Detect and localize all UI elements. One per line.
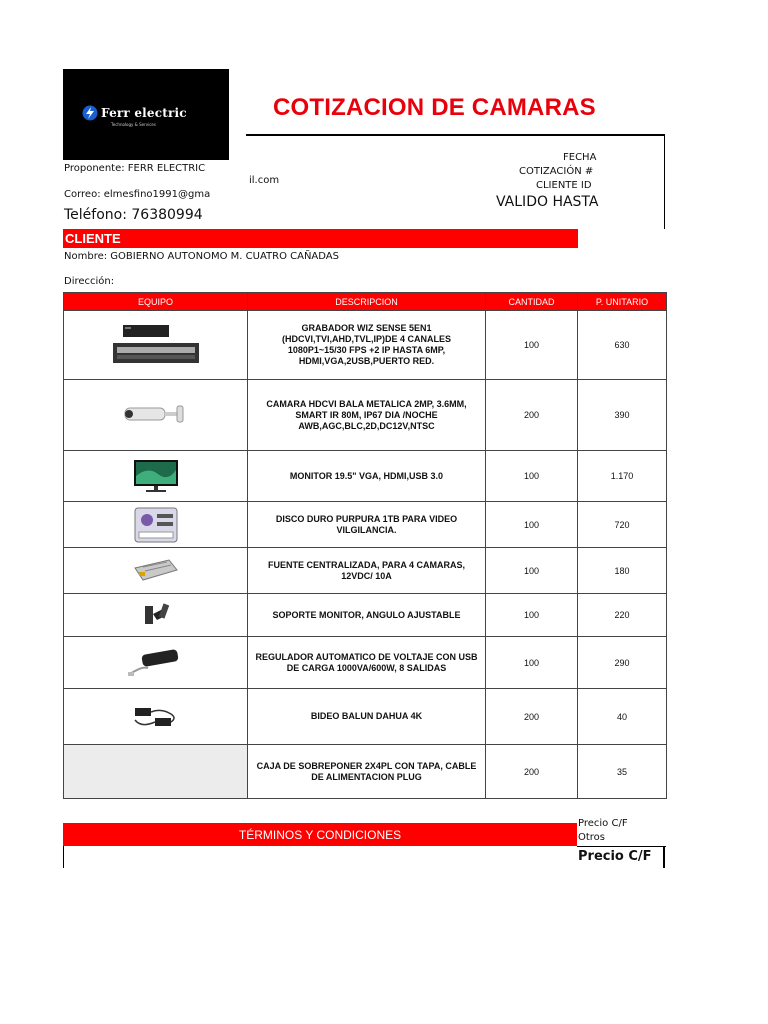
client-name: Nombre: GOBIERNO AUTONOMO M. CUATRO CAÑADAS: [64, 251, 339, 262]
cotizacion-label: COTIZACIÓN #: [519, 166, 594, 177]
description-cell: SOPORTE MONITOR, ANGULO AJUSTABLE: [248, 594, 486, 637]
table-row: [64, 502, 667, 548]
unit-price-cell: 390: [578, 380, 667, 451]
header-rule: [246, 134, 665, 136]
voltage-regulator-icon: [126, 646, 186, 680]
description-cell: GRABADOR WIZ SENSE 5EN1 (HDCVI,TVI,AHD,TVL,IP)DE 4 CANALES 1080P1~15/30 FPS +2 IP HASTA 6MP, HDMI,VGA,2USB,PUERTO RED.: [248, 311, 486, 380]
equipment-cell: [64, 689, 248, 745]
column-header-equipo: EQUIPO: [64, 293, 248, 311]
page-title: COTIZACION DE CAMARAS: [273, 94, 596, 121]
quantity-cell: 100: [486, 548, 578, 594]
power-supply-icon: [131, 556, 181, 586]
unit-price-cell: 220: [578, 594, 667, 637]
column-header-cantidad: CANTIDAD: [486, 293, 578, 311]
client-section-bar: [63, 229, 578, 248]
header-right-border: [664, 134, 665, 229]
equipment-cell: [64, 637, 248, 689]
column-header-precio-unitario: P. UNITARIO: [578, 293, 667, 311]
description-cell: REGULADOR AUTOMATICO DE VOLTAJE CON USB DE CARGA 1000VA/600W, 8 SALIDAS: [248, 637, 486, 689]
description-cell: CAMARA HDCVI BALA METALICA 2MP, 3.6MM, SMART IR 80M, IP67 DIA /NOCHE AWB,AGC,BLC,2D,DC12V,NTSC: [248, 380, 486, 451]
description-cell: FUENTE CENTRALIZADA, PARA 4 CAMARAS, 12VDC/ 10A: [248, 548, 486, 594]
quantity-cell: 100: [486, 637, 578, 689]
monitor-mount-icon: [141, 600, 171, 630]
unit-price-cell: 180: [578, 548, 667, 594]
cliente-id-label: CLIENTE ID: [536, 180, 592, 191]
quantity-cell: 100: [486, 311, 578, 380]
quantity-cell: 100: [486, 451, 578, 502]
unit-price-cell: 720: [578, 502, 667, 548]
equipment-cell: [64, 502, 248, 548]
valido-hasta-label: VALIDO HASTA: [496, 194, 599, 210]
quantity-cell: 200: [486, 689, 578, 745]
fecha-label: FECHA: [563, 152, 597, 163]
table-row: [64, 451, 667, 502]
proponent-email: Correo: elmesfino1991@gma: [64, 189, 211, 200]
description-cell: MONITOR 19.5" VGA, HDMI,USB 3.0: [248, 451, 486, 502]
equipment-cell: [64, 548, 248, 594]
table-row: [64, 311, 667, 380]
proponent-name: Proponente: FERR ELECTRIC: [64, 163, 206, 174]
terms-section-bar: [63, 823, 577, 846]
bullet-camera-icon: [121, 400, 191, 430]
lightning-bolt-icon: [82, 105, 98, 121]
table-row: [64, 380, 667, 451]
client-section-label: CLIENTE: [65, 231, 121, 246]
precio-cf-label: Precio C/F: [578, 818, 628, 829]
unit-price-cell: 1.170: [578, 451, 667, 502]
unit-price-cell: 290: [578, 637, 667, 689]
video-balun-icon: [131, 702, 181, 732]
table-row: [64, 594, 667, 637]
quantity-cell: 200: [486, 380, 578, 451]
logo-brand-text: Ferr electric: [101, 106, 187, 120]
equipment-cell: [64, 380, 248, 451]
totals-right-border: [663, 846, 665, 868]
equipment-cell: [64, 451, 248, 502]
table-row: [64, 689, 667, 745]
logo-tagline: Technology & Services: [111, 122, 156, 127]
hard-disk-icon: [131, 506, 181, 544]
description-cell: DISCO DURO PURPURA 1TB PARA VIDEO VILGILANCIA.: [248, 502, 486, 548]
quantity-cell: 100: [486, 594, 578, 637]
unit-price-cell: 40: [578, 689, 667, 745]
table-header-row: [64, 293, 667, 311]
quote-table: [63, 292, 667, 799]
quantity-cell: 100: [486, 502, 578, 548]
table-row: [64, 637, 667, 689]
unit-price-cell: 630: [578, 311, 667, 380]
unit-price-cell: 35: [578, 745, 667, 799]
terms-section-label: TÉRMINOS Y CONDICIONES: [238, 828, 402, 842]
table-row: [64, 745, 667, 799]
table-row: [64, 548, 667, 594]
precio-cf-total-label: Precio C/F: [578, 849, 652, 864]
description-cell: BIDEO BALUN DAHUA 4K: [248, 689, 486, 745]
description-cell: CAJA DE SOBREPONER 2X4PL CON TAPA, CABLE DE ALIMENTACION PLUG: [248, 745, 486, 799]
quantity-cell: 200: [486, 745, 578, 799]
terms-left-border: [63, 846, 64, 868]
company-logo: [63, 69, 229, 160]
totals-top-rule: [577, 846, 666, 847]
equipment-cell: [64, 594, 248, 637]
dvr-recorder-icon: [111, 323, 201, 367]
otros-label: Otros: [578, 832, 606, 843]
monitor-icon: [128, 458, 184, 494]
equipment-cell: [64, 745, 248, 799]
proponent-email-suffix: il.com: [249, 175, 280, 186]
equipment-cell: [64, 311, 248, 380]
client-address: Dirección:: [64, 276, 115, 287]
column-header-descripcion: DESCRIPCION: [248, 293, 486, 311]
proponent-phone: Teléfono: 76380994: [64, 207, 203, 223]
